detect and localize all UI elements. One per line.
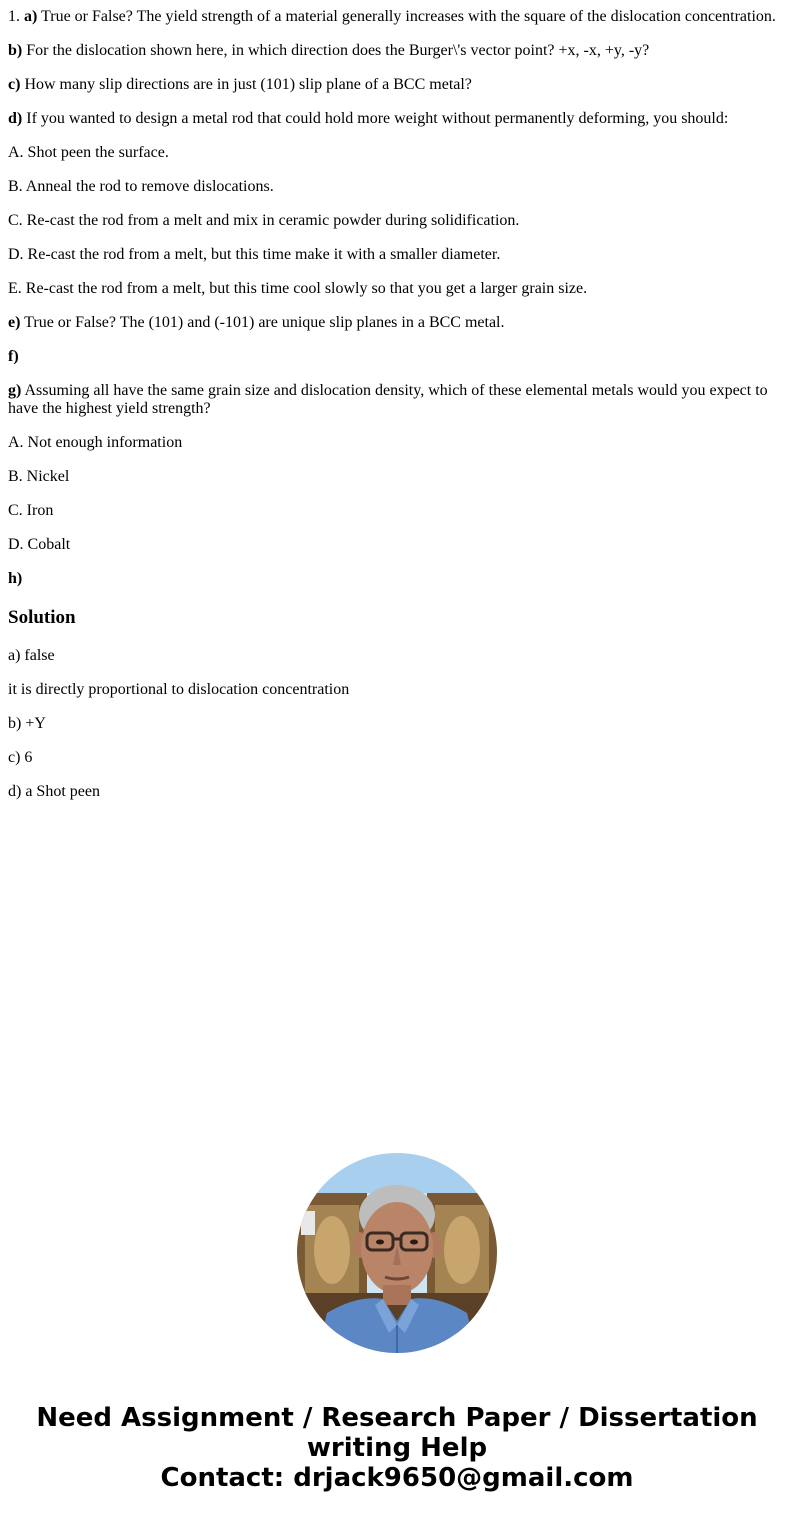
question-c bbox=[8, 76, 472, 94]
solution-line: d) a Shot peen bbox=[8, 783, 100, 800]
question-c-label: c) bbox=[8, 76, 21, 93]
avatar bbox=[297, 1153, 497, 1353]
question-g-label: g) bbox=[8, 382, 22, 399]
question-d-label: d) bbox=[8, 110, 23, 127]
option-item: B. Nickel bbox=[8, 468, 70, 485]
question-f-label: f) bbox=[8, 348, 19, 365]
question-e-label: e) bbox=[8, 314, 21, 331]
option-item: E. Re-cast the rod from a melt, but this time cool slowly so that you get a larger grain size. bbox=[8, 280, 588, 297]
question-f bbox=[8, 348, 19, 366]
question-e bbox=[8, 314, 505, 332]
solution-line: c) 6 bbox=[8, 749, 33, 766]
option-item: A. Shot peen the surface. bbox=[8, 144, 169, 161]
question-b-text: For the dislocation shown here, in which direction does the Burger\'s vector point? +x, -x, +y, -y? bbox=[22, 42, 650, 59]
option-item: B. Anneal the rod to remove dislocations. bbox=[8, 178, 274, 195]
question-b-label: b) bbox=[8, 42, 23, 59]
question-a bbox=[8, 8, 776, 26]
option-item: D. Cobalt bbox=[8, 536, 71, 553]
question-a-label: a) bbox=[24, 8, 38, 25]
option-item: C. Re-cast the rod from a melt and mix in ceramic powder during solidification. bbox=[8, 212, 520, 229]
question-d bbox=[8, 110, 728, 128]
promo-contact: Contact: drjack9650@gmail.com bbox=[160, 1463, 634, 1493]
solution-heading: Solution bbox=[8, 607, 76, 628]
option-item: A. Not enough information bbox=[8, 434, 183, 451]
question-c-text: How many slip directions are in just (101) slip plane of a BCC metal? bbox=[20, 76, 472, 93]
question-h bbox=[8, 570, 22, 588]
solution-line: a) false bbox=[8, 647, 55, 664]
solution-line: it is directly proportional to dislocation concentration bbox=[8, 681, 350, 698]
question-number: 1. bbox=[8, 8, 24, 25]
promo-banner bbox=[0, 1403, 794, 1493]
question-h-label: h) bbox=[8, 570, 23, 587]
question-e-text: True or False? The (101) and (-101) are unique slip planes in a BCC metal. bbox=[20, 314, 505, 331]
avatar-portrait bbox=[297, 1153, 497, 1353]
promo-line: Need Assignment / Research Paper / Dissertation bbox=[36, 1403, 758, 1433]
option-item: C. Iron bbox=[8, 502, 54, 519]
question-d-text: If you wanted to design a metal rod that could hold more weight without permanently deforming, you should: bbox=[22, 110, 729, 127]
solution-line: b) +Y bbox=[8, 715, 46, 732]
option-item: D. Re-cast the rod from a melt, but this time make it with a smaller diameter. bbox=[8, 246, 501, 263]
promo-line: writing Help bbox=[306, 1433, 488, 1463]
question-a-text: True or False? The yield strength of a material generally increases with the square of the dislocation concentration. bbox=[37, 8, 776, 25]
question-g bbox=[8, 382, 786, 418]
question-b bbox=[8, 42, 649, 60]
question-g-text: Assuming all have the same grain size and dislocation density, which of these elemental metals would you expect to have the highest yield strength? bbox=[8, 382, 768, 417]
